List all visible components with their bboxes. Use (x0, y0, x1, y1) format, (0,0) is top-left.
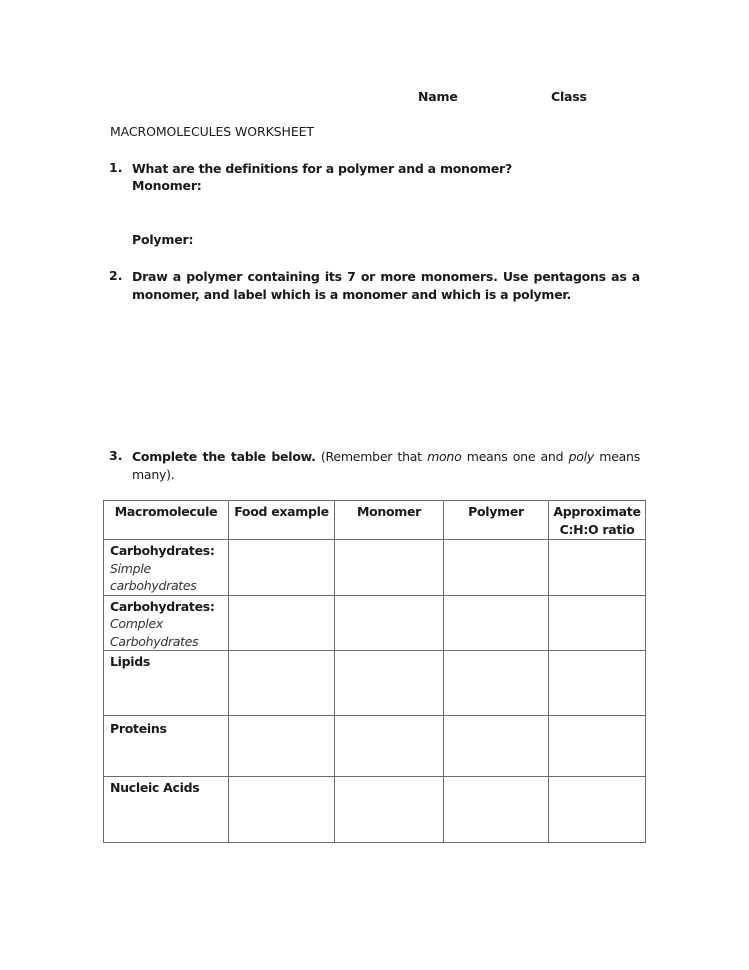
cell-polymer[interactable] (444, 651, 549, 716)
header-food-example: Food example (229, 501, 335, 540)
question-1-number: 1. (109, 160, 123, 175)
question-2-number: 2. (109, 268, 123, 283)
row-label-nucleic-acids (104, 777, 229, 843)
header-macromolecule: Macromolecule (104, 501, 229, 540)
question-2-text: Draw a polymer containing its 7 or more monomers. Use pentagons as a monomer, and label which is a monomer and which is a polymer. (132, 269, 640, 302)
class-label: Class (551, 89, 587, 104)
cell-cho-ratio[interactable] (549, 777, 646, 843)
row-label-sub: Complex Carbohydrates (110, 616, 199, 649)
cell-cho-ratio[interactable] (549, 540, 646, 596)
row-label-proteins (104, 716, 229, 777)
cell-polymer[interactable] (444, 595, 549, 651)
row-label-sub: Simple carbohydrates (110, 560, 197, 593)
row-label-main: Carbohydrates: (110, 598, 215, 614)
question-3-note-mono: mono (427, 449, 462, 464)
cell-food-example[interactable] (229, 595, 335, 651)
table-row (104, 651, 646, 716)
cell-food-example[interactable] (229, 777, 335, 843)
question-3-note-poly: poly (568, 449, 595, 464)
question-3-instruction: Complete the table below. (132, 449, 316, 464)
table-header-row (104, 501, 646, 540)
header-monomer: Monomer (335, 501, 444, 540)
name-label: Name (418, 89, 458, 104)
cell-monomer[interactable] (335, 716, 444, 777)
cell-polymer[interactable] (444, 540, 549, 596)
cell-food-example[interactable] (229, 651, 335, 716)
row-label-main: Carbohydrates: (110, 543, 215, 558)
cell-cho-ratio[interactable] (549, 651, 646, 716)
cell-food-example[interactable] (229, 716, 335, 777)
row-label-lipids (104, 651, 229, 716)
cell-cho-ratio[interactable] (549, 716, 646, 777)
monomer-label: Monomer: (132, 178, 202, 193)
cell-monomer[interactable] (335, 540, 444, 596)
worksheet-title: MACROMOLECULES WORKSHEET (110, 124, 314, 139)
question-3-note-mid: means one and (461, 449, 569, 464)
row-label-main: Proteins (110, 721, 167, 736)
cell-monomer[interactable] (335, 777, 444, 843)
question-3-note-pre: (Remember that (315, 449, 428, 464)
cell-cho-ratio[interactable] (549, 595, 646, 651)
table-row (104, 595, 646, 651)
row-label-main: Nucleic Acids (110, 780, 200, 795)
cell-polymer[interactable] (444, 777, 549, 843)
question-1-text: What are the definitions for a polymer and a monomer? (132, 161, 512, 176)
row-label-main: Lipids (110, 654, 151, 669)
table-row (104, 777, 646, 843)
row-label-complex-carbohydrates (104, 595, 229, 651)
question-3-text (132, 448, 640, 484)
header-cho-ratio: Approximate C:H:O ratio (549, 501, 646, 540)
cell-monomer[interactable] (335, 651, 444, 716)
macromolecules-table (103, 500, 646, 843)
cell-food-example[interactable] (229, 540, 335, 596)
header-polymer: Polymer (444, 501, 549, 540)
row-label-simple-carbohydrates (104, 540, 229, 596)
polymer-label: Polymer: (132, 232, 194, 247)
question-3-number: 3. (109, 448, 123, 463)
cell-polymer[interactable] (444, 716, 549, 777)
table-row (104, 540, 646, 596)
question-3-note-post: means many). (132, 449, 640, 482)
cell-monomer[interactable] (335, 595, 444, 651)
table-row (104, 716, 646, 777)
